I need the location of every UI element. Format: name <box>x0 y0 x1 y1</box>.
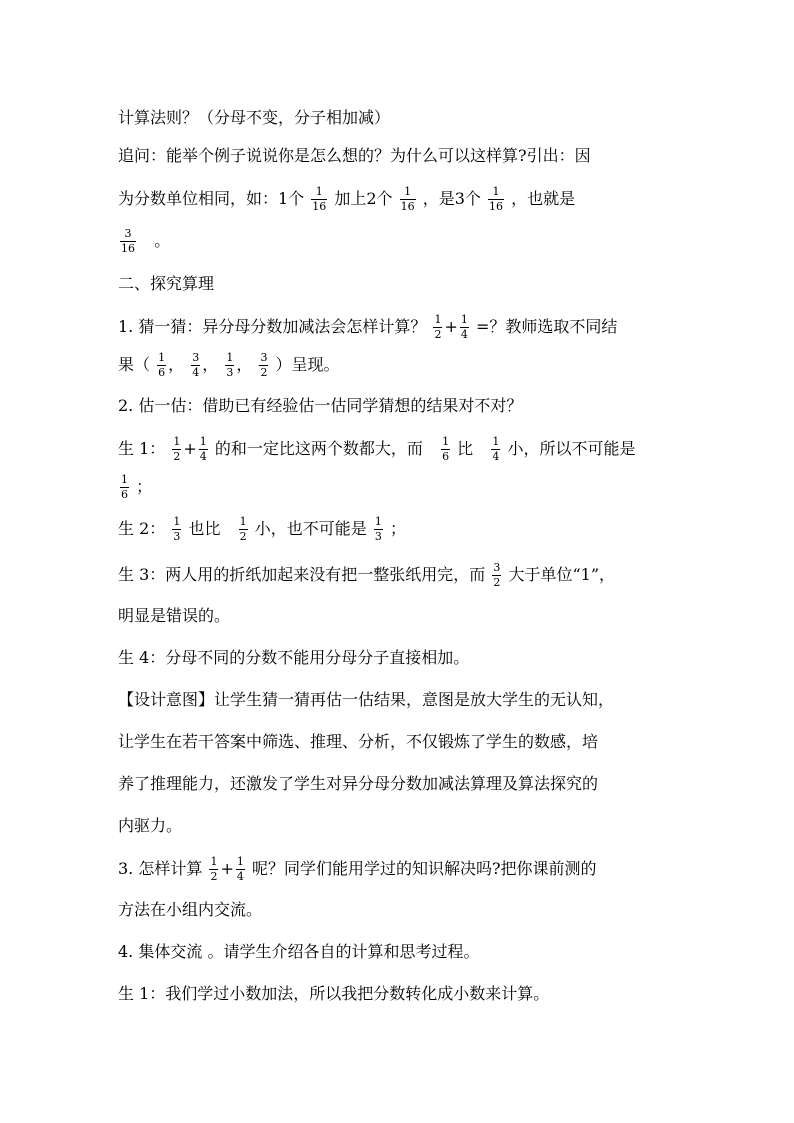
section-heading <box>118 274 214 294</box>
fraction: $\frac{3}{16}$ <box>121 227 135 255</box>
fraction: $\frac{3}{2}$ <box>493 561 501 589</box>
fraction: $\frac{1}{2}$ <box>239 515 247 543</box>
text: 小，所以不可能是 <box>507 439 636 458</box>
fraction: $\frac{1}{3}$ <box>173 515 181 543</box>
text: 果（ <box>118 355 151 374</box>
fraction: $\frac{1}{16}$ <box>312 185 327 213</box>
text: 养了推理能力，还激发了学生对异分母分数加减法算理及算法探究的 <box>118 774 599 793</box>
fraction: $\frac{1}{16}$ <box>489 185 504 213</box>
text: 让学生在若干答案中筛选、推理、分析，不仅锻炼了学生的数感，培 <box>118 732 599 751</box>
text: 生 4：分母不同的分数不能用分母分子直接相加。 <box>118 648 470 667</box>
text: 1. 猜一猜：异分母分数加减法会怎样计算？ <box>118 317 427 336</box>
text: 也比 <box>188 519 221 538</box>
text: 【设计意图】让学生猜一猜再估一估结果，意图是放大学生的无认知， <box>118 690 615 709</box>
text-line <box>118 606 230 626</box>
text: 方法在小组内交流。 <box>118 900 263 919</box>
text-line: 1. 猜一猜：异分母分数加减法会怎样计算？ $\frac{1}{2}$ + $\frac{1}{4}$ =？教师选取不同结 <box>118 313 618 341</box>
fraction: $\frac{1}{6}$ <box>121 473 128 501</box>
text-line <box>118 900 262 920</box>
fraction: $\frac{3}{2}$ <box>260 351 268 379</box>
text: ； <box>389 519 406 538</box>
fraction: $\frac{1}{6}$ <box>442 435 450 463</box>
text: 大于单位“1”， <box>508 565 616 584</box>
text: 追问：能举个例子说说你是怎么想的？为什么可以这样算?引出：因 <box>118 146 591 165</box>
text-line <box>118 648 469 668</box>
text-line <box>118 108 390 128</box>
text-line <box>118 816 182 836</box>
text-line <box>118 774 598 794</box>
fraction: $\frac{1}{3}$ <box>374 515 382 543</box>
fraction: $\frac{1}{16}$ <box>400 185 415 213</box>
fraction: $\frac{1}{4}$ <box>460 313 468 341</box>
text: 小，也不可能是 <box>254 519 367 538</box>
text: 。 <box>154 231 171 250</box>
text: ； <box>136 477 153 496</box>
text: ，也就是 <box>511 189 576 208</box>
text: 内驱力。 <box>118 816 183 835</box>
text: ，是3个 <box>422 189 481 208</box>
text: 生 2： <box>118 519 166 538</box>
text: 比 <box>457 439 474 458</box>
text: 3. 怎样计算 <box>118 859 203 878</box>
text-line <box>118 146 591 166</box>
text: 加上2个 <box>334 189 393 208</box>
text-line: 果（ $\frac{1}{6}$ ， $\frac{3}{4}$ ， $\frac{1}{3}$ ， $\frac{3}{2}$ ）呈现。 <box>118 351 340 379</box>
fraction: $\frac{1}{4}$ <box>199 435 207 463</box>
fraction: $\frac{1}{4}$ <box>492 435 500 463</box>
text-line <box>118 186 575 213</box>
text: 生 1： <box>118 439 166 458</box>
text: 二、探究算理 <box>118 274 215 293</box>
text-line: 3. 怎样计算 $\frac{1}{2}$ + $\frac{1}{4}$ 呢？同学们能用学过的知识解决吗?把你课前测的 <box>118 855 597 883</box>
text: 明显是错误的。 <box>118 606 231 625</box>
text: 计算法则？（分母不变，分子相加减） <box>118 108 391 127</box>
text-line <box>118 732 598 752</box>
fraction: $\frac{1}{2}$ <box>210 855 218 883</box>
text: =？教师选取不同结 <box>475 317 618 336</box>
fraction: $\frac{1}{2}$ <box>434 313 442 341</box>
text-line <box>118 228 170 255</box>
text: 为分数单位相同，如：1个 <box>118 189 305 208</box>
text: 呢？同学们能用学过的知识解决吗?把你课前测的 <box>251 859 597 878</box>
fraction: $\frac{1}{3}$ <box>226 351 234 379</box>
text-line <box>118 396 522 416</box>
text-line <box>118 942 479 962</box>
fraction: $\frac{3}{4}$ <box>192 351 200 379</box>
text-line <box>118 984 549 1004</box>
text-line <box>118 474 152 501</box>
text-line: 生 1： $\frac{1}{2}$ + $\frac{1}{4}$ 的和一定比这两个数都大，而 $\frac{1}{6}$ 比 $\frac{1}{4}$ 小，所以不可能是 <box>118 435 636 463</box>
text: ）呈现。 <box>275 355 340 374</box>
text: 2. 估一估：借助已有经验估一估同学猜想的结果对不对？ <box>118 396 523 415</box>
text: 的和一定比这两个数都大，而 <box>214 439 423 458</box>
fraction: $\frac{1}{6}$ <box>158 351 166 379</box>
text-line <box>118 690 614 710</box>
text-line <box>118 516 406 543</box>
text: 生 1：我们学过小数加法，所以我把分数转化成小数来计算。 <box>118 984 550 1003</box>
fraction: $\frac{1}{2}$ <box>173 435 181 463</box>
text-line <box>118 562 615 589</box>
fraction: $\frac{1}{4}$ <box>236 855 244 883</box>
text: 4. 集体交流 。请学生介绍各自的计算和思考过程。 <box>118 942 480 961</box>
text: 生 3：两人用的折纸加起来没有把一整张纸用完，而 <box>118 565 486 584</box>
